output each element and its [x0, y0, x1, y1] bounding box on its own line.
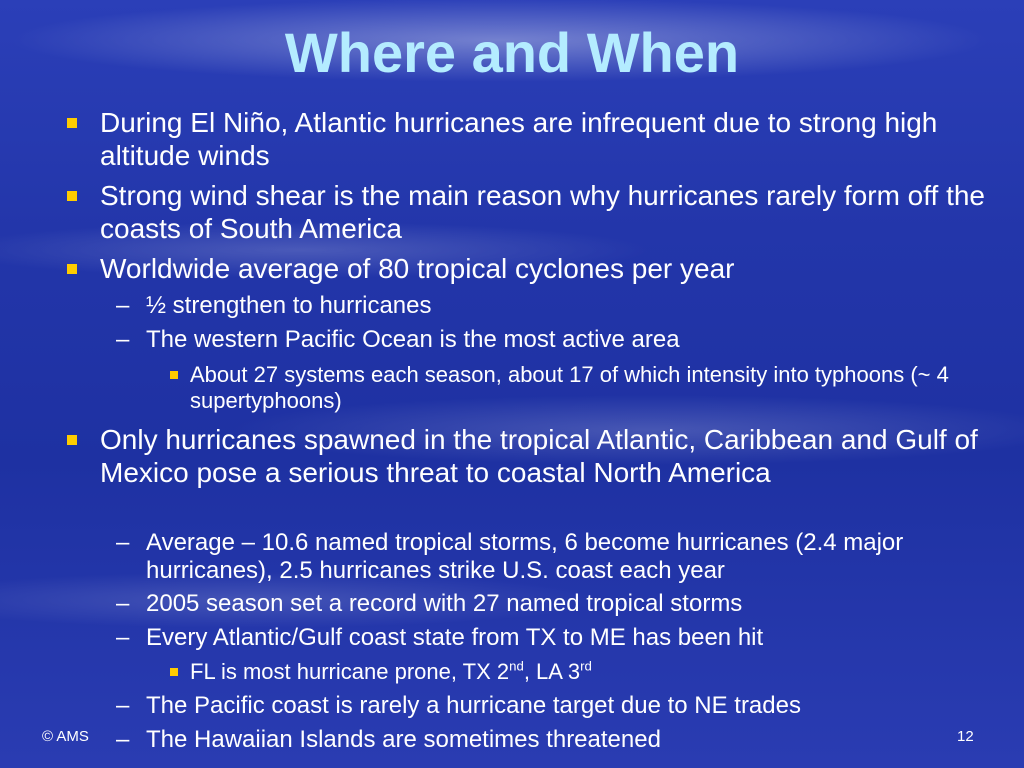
- dash-bullet-icon: –: [116, 529, 130, 556]
- sub-bullet-western-pacific: [116, 326, 1006, 354]
- square-bullet-icon: [170, 371, 178, 379]
- slide-title: Where and When: [284, 21, 740, 84]
- bullet-text: Only hurricanes spawned in the tropical Atlantic, Caribbean and Gulf of Mexico pose a serious threat to coastal North America: [100, 424, 978, 488]
- sub-sub-bullet-typhoons: [190, 362, 1005, 414]
- dash-bullet-icon: –: [116, 624, 130, 651]
- bullet-atlantic-threat: [100, 423, 1005, 489]
- square-bullet-icon: [67, 191, 77, 201]
- bullet-text: The Pacific coast is rarely a hurricane target due to NE trades: [146, 692, 801, 719]
- dash-bullet-icon: –: [116, 292, 130, 319]
- bullet-text: 2005 season set a record with 27 named tropical storms: [146, 590, 743, 617]
- dash-bullet-icon: –: [116, 726, 130, 753]
- dash-bullet-icon: –: [116, 326, 130, 353]
- bullet-el-nino: [100, 106, 1005, 172]
- slide-number: 12: [957, 728, 974, 745]
- ordinal-suffix: nd: [509, 658, 524, 674]
- ordinal-suffix: rd: [580, 658, 592, 674]
- bullet-text: During El Niño, Atlantic hurricanes are infrequent due to strong high altitude winds: [100, 107, 938, 171]
- sub-bullet-2005-season: [116, 590, 1006, 618]
- bullet-text: Every Atlantic/Gulf coast state from TX to ME has been hit: [146, 624, 764, 651]
- dash-bullet-icon: –: [116, 692, 130, 719]
- bullet-text: About 27 systems each season, about 17 of which intensity into typhoons (~ 4 supertyphoons): [190, 362, 949, 413]
- bullet-wind-shear: [100, 179, 1005, 245]
- bullet-text: Strong wind shear is the main reason why hurricanes rarely form off the coasts of South America: [100, 180, 986, 244]
- square-bullet-icon: [67, 435, 77, 445]
- bullet-text: Worldwide average of 80 tropical cyclones per year: [100, 253, 735, 284]
- dash-bullet-icon: –: [116, 590, 130, 617]
- bullet-text: FL is most hurricane prone, TX 2nd, LA 3rd: [190, 658, 592, 684]
- footer-copyright: © AMS: [42, 728, 89, 745]
- square-bullet-icon: [67, 264, 77, 274]
- bullet-text: Average – 10.6 named tropical storms, 6 become hurricanes (2.4 major hurricanes), 2.5 hurricanes strike U.S. coast each year: [146, 529, 904, 584]
- sub-bullet-average: [116, 529, 1006, 585]
- sub-bullet-hawaiian-islands: [116, 726, 1006, 754]
- sub-bullet-pacific-coast: [116, 692, 1006, 720]
- bullet-text: ½ strengthen to hurricanes: [146, 292, 432, 319]
- sub-bullet-every-state: [116, 624, 1006, 652]
- sub-sub-bullet-fl-prone: [190, 659, 1005, 685]
- sub-bullet-strengthen: [116, 292, 1006, 320]
- square-bullet-icon: [67, 118, 77, 128]
- bullet-text: The Hawaiian Islands are sometimes threatened: [146, 726, 661, 753]
- bullet-text: The western Pacific Ocean is the most active area: [146, 326, 680, 353]
- bullet-worldwide-average: [100, 252, 1005, 285]
- square-bullet-icon: [170, 668, 178, 676]
